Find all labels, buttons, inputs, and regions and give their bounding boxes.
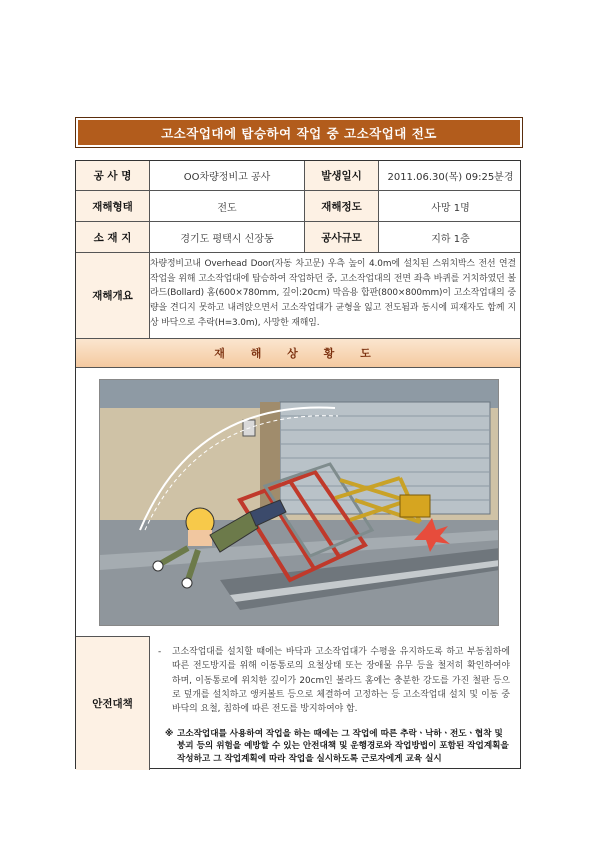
accident-report-sheet bbox=[75, 160, 521, 769]
measures-text-block bbox=[158, 645, 510, 716]
row-overview bbox=[76, 253, 520, 339]
measures-label-cell bbox=[76, 636, 150, 770]
scale-value: 지하 1층 bbox=[431, 233, 470, 245]
document-title-banner bbox=[75, 117, 523, 148]
row-location-scale bbox=[76, 222, 520, 253]
document-title: 고소작업대에 탑승하여 작업 중 고소작업대 전도 bbox=[161, 125, 437, 141]
severity-label: 재해정도 bbox=[305, 191, 379, 221]
row-type-severity bbox=[76, 191, 520, 222]
location-label: 소 재 지 bbox=[76, 222, 150, 252]
measures-text: 고소작업대를 설치할 때에는 바닥과 고소작업대가 수평을 유지하도록 하고 부동침하에 따른 전도방지를 위해 이동통로의 요철상태 또는 장애물 유무 등을 철저히 확인하여야 하며, 이동통로에 위치한 깊이가 20cm인 볼라드 홈에는 충분한 강도를 가진 철판 등으로 덮개를 설치하고 앵커볼트 등으로 체결하여 고정하는 등 고소작업대 설치 및 이동 중 바닥의 요철, 침하에 따른 전도를 방지하여야 함. bbox=[172, 647, 510, 715]
bullet-dash: - bbox=[158, 647, 162, 657]
accident-illustration bbox=[99, 379, 499, 626]
scale-label: 공사규모 bbox=[305, 222, 379, 252]
location-value: 경기도 평택시 신장동 bbox=[150, 222, 305, 252]
situation-header: 재 해 상 황 도 bbox=[76, 339, 520, 368]
date-label: 발생일시 bbox=[305, 161, 379, 190]
measures-label: 안전대책 bbox=[76, 637, 149, 770]
severity-value: 사망 1명 bbox=[431, 202, 470, 214]
row-project-date bbox=[76, 161, 520, 191]
measures-note-block bbox=[165, 728, 510, 765]
type-value: 전도 bbox=[150, 191, 305, 221]
overview-label: 재해개요 bbox=[76, 253, 150, 338]
project-label: 공 사 명 bbox=[76, 161, 150, 190]
measures-note: 고소작업대를 사용하여 작업을 하는 때에는 그 작업에 따른 추락ㆍ낙하ㆍ전도ㆍ협착 및 붕괴 등의 위험을 예방할 수 있는 안전대책 및 운행경로와 작업방법이 포함된 작업계획을 작성하고 그 작업계획에 따라 작업을 실시하도록 근로자에게 교육 실시 bbox=[177, 729, 509, 764]
project-value: OO차량정비고 공사 bbox=[150, 161, 305, 190]
overview-text: 차량정비고내 Overhead Door(자동 차고문) 우측 높이 4.0m에 설치된 스위치박스 전선 연결 작업을 위해 고소작업대에 탑승하여 작업하던 중, 고소작업대의 전면 좌측 바퀴를 거치하였던 볼라드(Bollard) 홈(600×780mm, 깊이:20cm) 막음용 합판(800×800mm)이 고소작업대의 중량을 견디지 못하고 내려앉으면서 고소작업대가 균형을 잃고 전도됨과 동시에 피재자도 함께 지상 바닥으로 추락(H=3.0m), 사망한 재해임. bbox=[150, 259, 516, 328]
date-value: 2011.06.30(목) 09:25분경 bbox=[387, 172, 514, 183]
accident-scene-image bbox=[100, 380, 499, 626]
type-label: 재해형태 bbox=[76, 191, 150, 221]
note-mark: ※ bbox=[165, 729, 174, 739]
